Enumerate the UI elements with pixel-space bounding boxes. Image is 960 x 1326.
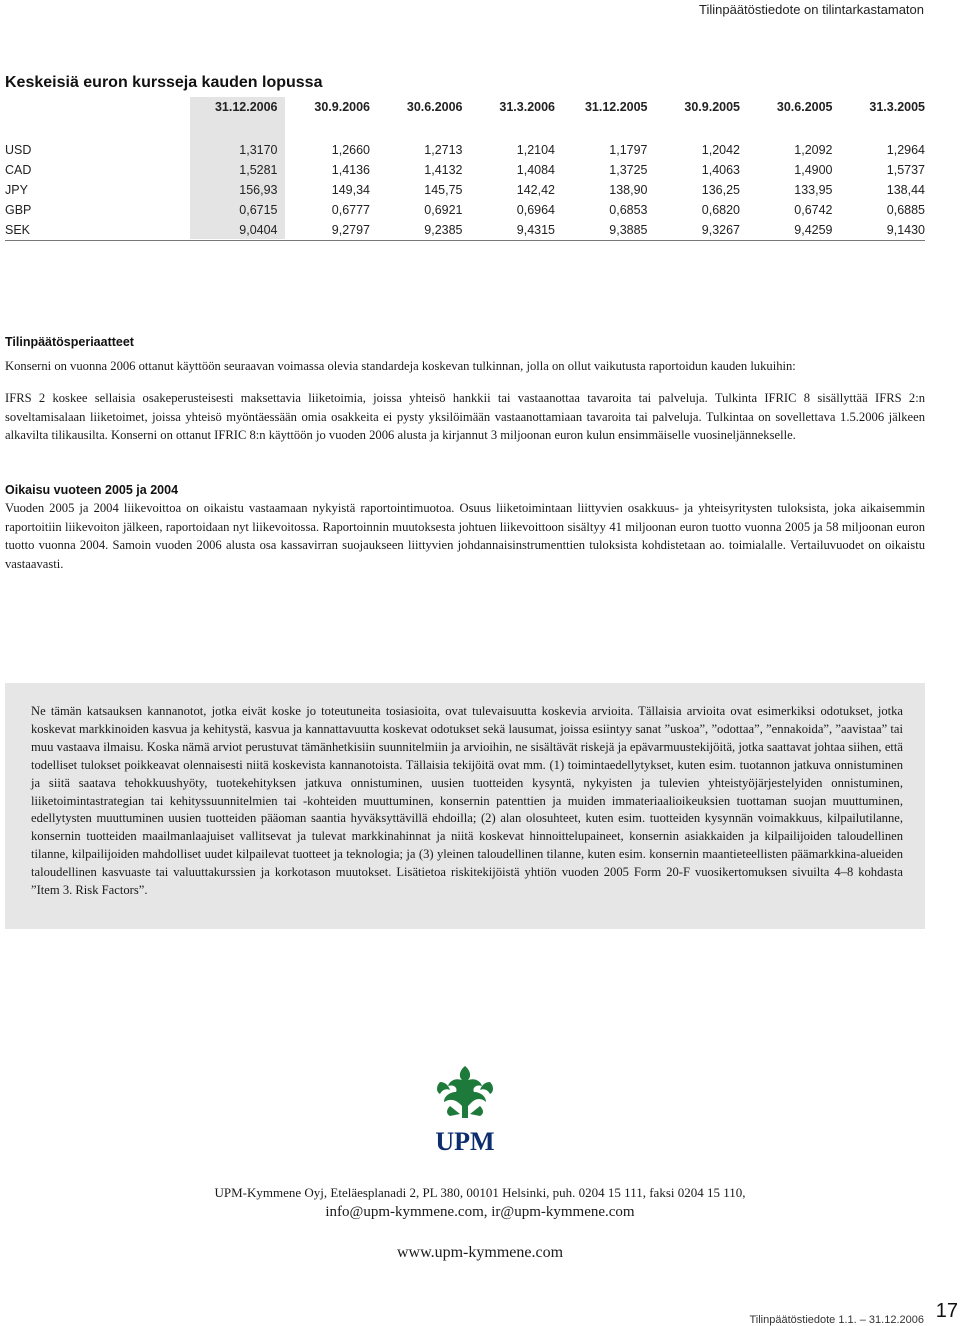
rate-value: 9,4259 xyxy=(740,220,833,241)
exchange-rates-table xyxy=(5,97,925,241)
rate-value: 1,4132 xyxy=(424,163,463,177)
rate-value: 0,6777 xyxy=(331,203,370,217)
rate-value: 9,2797 xyxy=(278,220,371,241)
correction-heading: Oikaisu vuoteen 2005 ja 2004 xyxy=(5,483,179,497)
running-header: Tilinpäätöstiedote on tilintarkastamaton xyxy=(699,2,924,17)
upm-logo xyxy=(420,1062,510,1157)
rate-value: 0,6742 xyxy=(794,203,833,217)
rate-value: 0,6964 xyxy=(516,203,555,217)
footer-reference: Tilinpäätöstiedote 1.1. – 31.12.2006 xyxy=(749,1314,924,1326)
currency-code: GBP xyxy=(5,203,32,217)
exchange-rates-title: Keskeisiä euron kursseja kauden lopussa xyxy=(5,74,323,91)
table-row xyxy=(5,160,925,180)
rate-value: 1,1797 xyxy=(609,143,648,157)
rate-value: 1,5281 xyxy=(239,163,278,177)
table-row xyxy=(5,220,925,241)
rate-value: 9,2385 xyxy=(370,220,463,241)
rate-value: 1,2660 xyxy=(331,143,370,157)
column-header: 31.3.2005 xyxy=(869,100,925,114)
accounting-policies-body: IFRS 2 koskee sellaisia osakeperusteisesti maksettavia liiketoimia, joissa yhteisö hankkii tai vastaanottaa tavaroita tai palveluja. Tulkinta IFRIC 8 sisällyttää IFRS 2:n soveltamisalaan liiketoimet, joissa yhteisö myöntäessään omia osakkeita ei pysty yksilöimään vastaanottamiaan tavaroita tai palveluja. Tulkintaa on sovellettava 1.5.2006 jälkeen alkavilta tilikausilta. Konserni on ottanut IFRIC 8:n käyttöön jo vuoden 2006 alusta ja kirjannut 3 miljoonan euron kulun ensimmäiselle vuosineljännekselle. xyxy=(5,391,925,443)
rate-value: 9,3267 xyxy=(648,220,741,241)
logo-wordmark: UPM xyxy=(435,1127,495,1156)
rate-value: 142,42 xyxy=(516,183,555,197)
rate-value: 1,4136 xyxy=(331,163,370,177)
rate-value: 136,25 xyxy=(701,183,740,197)
rate-value: 1,2092 xyxy=(794,143,833,157)
company-website[interactable]: www.upm-kymmene.com xyxy=(396,1244,564,1261)
rate-value: 0,6853 xyxy=(609,203,648,217)
rate-value: 0,6715 xyxy=(239,203,278,217)
rate-value: 9,3885 xyxy=(555,220,648,241)
correction-body: Vuoden 2005 ja 2004 liikevoittoa on oikaistu vastaamaan nykyistä raportointimuotoa. Osuus liiketoimintaan liittyvien osakkuus- ja yhteisyritysten tuloksista, joka aikaisemmin raportoitiin liikevoiton jälkeen, raportoidaan nyt liikevoitossa. Raportoinnin muutoksesta johtuen liikevoittoon sisältyy 41 miljoonan euron tuotto vuonna 2005 ja 58 miljoonan euron tuotto vuonna 2004. Samoin vuoden 2006 alusta osa kassavirran suojaukseen liittyvien johdannaisinstrumenttien tuloksista kohdistetaan ao. toimialalle. Vertailuvuodet on oikaistu vastaavasti. xyxy=(5,501,925,571)
rate-value: 1,4900 xyxy=(794,163,833,177)
rate-value: 133,95 xyxy=(794,183,833,197)
rate-value: 1,3725 xyxy=(609,163,648,177)
rate-value: 1,2104 xyxy=(516,143,555,157)
rate-value: 9,4315 xyxy=(463,220,556,241)
column-header: 30.9.2005 xyxy=(684,100,740,114)
table-header-row xyxy=(5,97,925,117)
rate-value: 138,44 xyxy=(886,183,925,197)
column-header: 31.12.2005 xyxy=(584,100,648,114)
rate-value: 0,6885 xyxy=(886,203,925,217)
table-row xyxy=(5,140,925,160)
currency-code: CAD xyxy=(5,163,32,177)
rate-value: 1,2964 xyxy=(886,143,925,157)
currency-code: SEK xyxy=(5,220,185,241)
column-header: 30.6.2005 xyxy=(776,100,833,114)
rate-value: 9,1430 xyxy=(833,220,926,241)
currency-code: JPY xyxy=(5,183,28,197)
rate-value: 9,0404 xyxy=(185,220,278,241)
disclaimer-text: Ne tämän katsauksen kannanotot, jotka eivät koske jo toteutuneita tosiasioita, ovat tulevaisuutta koskevia arvioita. Tällaisia arvioita ovat esimerkiksi odotukset, jotka koskevat markkinoiden kasvua ja kehitystä, kasvua ja kannattavuutta koskevat odotukset sekä lausumat, joissa esiintyy sanat ”uskoa”, ”odottaa”, ”ennakoida”, ”aavistaa” tai muu vastaava ilmaisu. Koska nämä arviot perustuvat tämänhetkisiin suunnitelmiin ja arvioihin, ne sisältävät riskejä ja epävarmuustekijöitä, jotka saattavat johtaa siihen, että todelliset tulokset poikkeavat olennaisesti niitä koskevista kannanotoista. Tällaisia tekijöitä ovat mm. (1) toimintaedellytykset, kuten esim. tuotannon jatkuva onnistuminen ja siitä saatava tehokkuushyöty, tuotekehityksen jatkuva onnistuminen, uusien tuotteiden kysyntä, nykyisten ja tulevien yhteistyöjärjestelyiden onnistuminen, liiketoimintastrategian tai kehityssuunnitelmien tai -kohteiden muuttuminen, konsernin patenttien ja muiden immateriaalioikeuksien tuottaman suojan muuttuminen, edellytysten muuttuminen uusien tuotteiden pääoman saantia hyväksyttävillä ehdoilla; (2) alan olosuhteet, kuten esim. tuotteiden kysynnän voimakkuus, kilpailutilanne, konsernin tuotteiden maailmanlaajuiset vallitsevat ja tulevat markkinahinnat ja niitä koskevat hinnoittelupaineet, konsernin asiakkaiden ja kilpailijoiden taloudellinen tilanne, kilpailijoiden mahdolliset uudet kilpailevat tuotteet ja teknologia; ja (3) yleinen taloudellinen tilanne, kuten esim. konsernin maantieteellisten päämarkkina-alueiden taloudellinen kasvuaste tai valuuttakurssien ja korkotason muutokset. Lisätietoa riskitekijöistä yhtiön vuoden 2005 Form 20-F vuosikertomuksen sivuilta 4–8 kohdasta ”Item 3. Risk Factors”. xyxy=(31,704,903,898)
rate-value: 156,93 xyxy=(239,183,278,197)
column-header: 31.12.2006 xyxy=(214,100,278,114)
table-row xyxy=(5,180,925,200)
table-header-empty xyxy=(5,97,185,117)
forward-looking-disclaimer xyxy=(5,683,925,929)
rate-value: 1,4063 xyxy=(701,163,740,177)
rate-value: 1,3170 xyxy=(239,143,278,157)
griffin-tree-icon xyxy=(437,1066,493,1118)
rate-value: 1,2042 xyxy=(701,143,740,157)
company-address: UPM-Kymmene Oyj, Eteläesplanadi 2, PL 380, 00101 Helsinki, puh. 0204 15 111, faksi 0204 15 110, xyxy=(214,1185,746,1200)
rate-value: 0,6820 xyxy=(701,203,740,217)
rate-value: 1,4084 xyxy=(516,163,555,177)
rate-value: 1,2713 xyxy=(424,143,463,157)
table-row xyxy=(5,200,925,220)
currency-code: USD xyxy=(5,143,32,157)
column-header: 30.6.2006 xyxy=(406,100,463,114)
company-emails[interactable]: info@upm-kymmene.com, ir@upm-kymmene.com xyxy=(325,1204,635,1220)
rate-value: 138,90 xyxy=(609,183,648,197)
accounting-policies-intro: Konserni on vuonna 2006 ottanut käyttöön seuraavan voimassa olevia standardeja koskevan tulkinnan, jolla on ollut vaikutusta raportoidun kauden lukuihin: xyxy=(5,359,796,373)
rate-value: 0,6921 xyxy=(424,203,463,217)
accounting-policies-heading: Tilinpäätösperiaatteet xyxy=(5,335,134,349)
page-number: 17 xyxy=(935,1300,958,1322)
rate-value: 1,5737 xyxy=(886,163,925,177)
rate-value: 145,75 xyxy=(424,183,463,197)
column-header: 31.3.2006 xyxy=(499,100,555,114)
rate-value: 149,34 xyxy=(331,183,370,197)
column-header: 30.9.2006 xyxy=(314,100,370,114)
